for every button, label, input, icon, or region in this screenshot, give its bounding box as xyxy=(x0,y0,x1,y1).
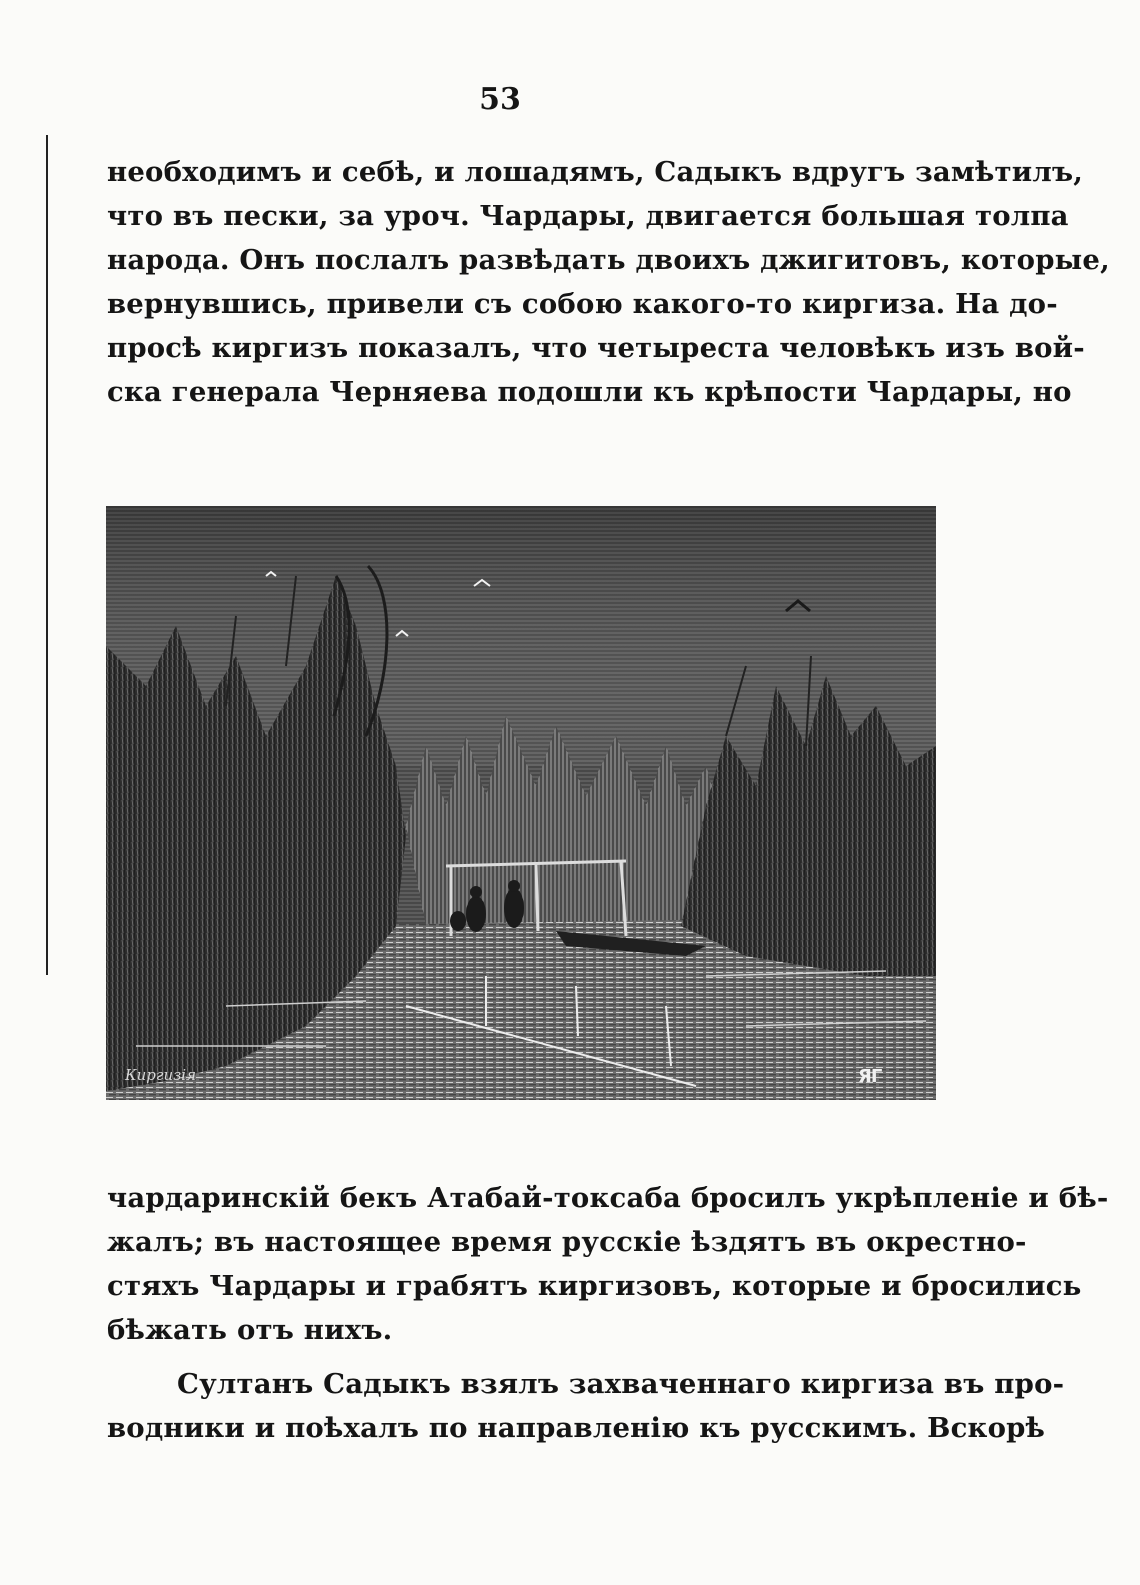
text-line: стяхъ Чардары и грабятъ киргизовъ, которые и бросились xyxy=(107,1270,1082,1302)
engraver-signature: Киргизія xyxy=(125,1066,197,1084)
text-line: чардаринскій бекъ Атабай-токсаба бросилъ укрѣпленіе и бѣ- xyxy=(107,1182,1109,1214)
text-line: жалъ; въ настоящее время русскіе ѣздятъ въ окрестно- xyxy=(107,1226,1027,1258)
paragraph-top xyxy=(107,150,1110,414)
text-line: бѣжать отъ нихъ. xyxy=(107,1314,393,1346)
text-line: просѣ киргизъ показалъ, что четыреста человѣкъ изъ вой- xyxy=(107,332,1085,364)
reed-marsh-engraving xyxy=(106,506,936,1100)
page-number: 53 xyxy=(479,82,521,117)
text-line: вернувшись, привели съ собою какого-то киргиза. На до- xyxy=(107,288,1058,320)
paragraph-bottom xyxy=(107,1176,1109,1450)
text-line: Султанъ Садыкъ взялъ захваченнаго киргиза въ про- xyxy=(177,1368,1065,1400)
text-line: водники и поѣхалъ по направленію къ русскимъ. Вскорѣ xyxy=(107,1412,1046,1444)
text-line: ска генерала Черняева подошли къ крѣпости Чардары, но xyxy=(107,376,1072,408)
text-line: народа. Онъ послалъ развѣдать двоихъ джигитовъ, которые, xyxy=(107,244,1110,276)
page-edge-rule xyxy=(46,135,48,975)
text-line: что въ пески, за уроч. Чардары, двигается большая толпа xyxy=(107,200,1069,232)
text-line: необходимъ и себѣ, и лошадямъ, Садыкъ вдругъ замѣтилъ, xyxy=(107,156,1084,188)
engraver-mark: ЯГ xyxy=(858,1066,882,1087)
